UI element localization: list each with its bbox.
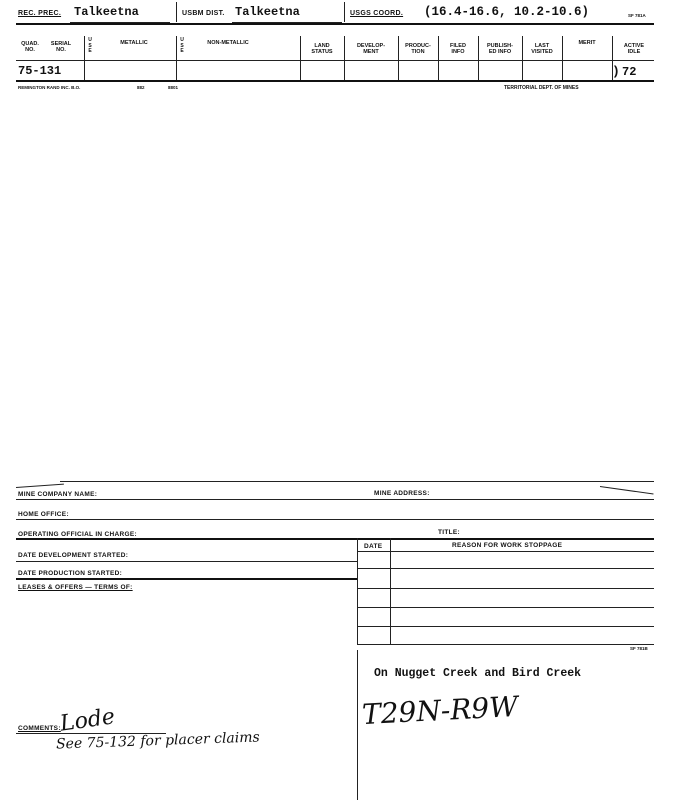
col-active-idle: ACTIVE IDLE bbox=[623, 43, 645, 55]
row-rule bbox=[16, 499, 654, 500]
back-top-rule-left bbox=[16, 484, 64, 488]
home-office-label: HOME OFFICE: bbox=[18, 511, 69, 518]
date-col-label: DATE bbox=[364, 543, 383, 550]
table-row-rule bbox=[357, 607, 654, 608]
col-metallic: METALLIC bbox=[120, 40, 148, 46]
title-label: TITLE: bbox=[438, 529, 461, 536]
usgs-coord-label: USGS COORD. bbox=[350, 10, 404, 17]
col-development: DEVELOP- MENT bbox=[356, 43, 386, 55]
col-divider bbox=[344, 36, 345, 80]
leases-label: LEASES & OFFERS — TERMS OF: bbox=[18, 584, 133, 591]
form-number-back: SF 781B bbox=[630, 646, 648, 651]
handwritten-location: T29N-R9W bbox=[361, 689, 519, 732]
mine-company-name-label: MINE COMPANY NAME: bbox=[18, 491, 98, 498]
col-divider bbox=[84, 36, 85, 80]
back-vertical-rule bbox=[357, 650, 358, 800]
table-left-border bbox=[357, 538, 358, 644]
active-idle-value: 72 bbox=[622, 65, 637, 79]
comments-handwritten: Lode bbox=[58, 704, 117, 737]
record-bottom-rule bbox=[16, 80, 654, 82]
footer-right: TERRITORIAL DEPT. OF MINES bbox=[504, 85, 579, 91]
col-use-1: U S E bbox=[88, 37, 92, 54]
col-serial-no: SERIAL NO. bbox=[50, 41, 72, 53]
see-note-handwritten: See 75-132 for placer claims bbox=[55, 729, 260, 753]
col-filed-info: FILED INFO bbox=[450, 43, 466, 55]
operating-official-label: OPERATING OFFICIAL IN CHARGE: bbox=[18, 531, 137, 538]
table-date-divider bbox=[390, 538, 391, 644]
date-development-label: DATE DEVELOPMENT STARTED: bbox=[18, 552, 129, 559]
footer-code-2: 8801 bbox=[168, 85, 179, 90]
col-merit: MERIT bbox=[578, 40, 596, 46]
mine-address-label: MINE ADDRESS: bbox=[374, 490, 430, 497]
col-published-info: PUBLISH- ED INFO bbox=[487, 43, 513, 55]
header-top-rule bbox=[16, 23, 654, 25]
table-bottom-rule bbox=[357, 644, 654, 645]
rec-prec-label: REC. PREC. bbox=[18, 10, 62, 17]
date-production-label: DATE PRODUCTION STARTED: bbox=[18, 570, 123, 577]
rec-prec-value: Talkeetna bbox=[74, 5, 139, 19]
row-rule bbox=[16, 561, 357, 562]
table-row-rule bbox=[357, 588, 654, 589]
usbm-dist-value: Talkeetna bbox=[235, 5, 300, 19]
col-divider bbox=[438, 36, 439, 80]
row-rule bbox=[16, 538, 654, 540]
back-top-rule bbox=[60, 481, 654, 482]
col-land-status: LAND STATUS bbox=[311, 43, 333, 55]
table-row-rule bbox=[357, 568, 654, 569]
row-rule bbox=[16, 519, 654, 520]
back-top-rule-right bbox=[600, 486, 654, 495]
table-row-rule bbox=[357, 626, 654, 627]
usgs-coord-value: (16.4-16.6, 10.2-10.6) bbox=[424, 5, 590, 19]
row-rule bbox=[16, 578, 357, 580]
table-row-rule bbox=[357, 551, 654, 552]
col-divider bbox=[300, 36, 301, 80]
col-divider bbox=[522, 36, 523, 80]
header-row-rule bbox=[16, 60, 654, 61]
col-divider bbox=[398, 36, 399, 80]
reason-col-label: REASON FOR WORK STOPPAGE bbox=[452, 542, 563, 549]
comments-label: COMMENTS: bbox=[18, 725, 61, 732]
quad-serial-value: 75-131 bbox=[18, 64, 62, 78]
footer-code-1: 882 bbox=[137, 85, 145, 90]
col-production: PRODUC- TION bbox=[405, 43, 431, 55]
typed-note: On Nugget Creek and Bird Creek bbox=[374, 667, 582, 680]
col-divider bbox=[478, 36, 479, 80]
footer-left: REMINGTON RAND INC. B.O. bbox=[18, 85, 81, 90]
usbm-dist-label: USBM DIST. bbox=[182, 10, 225, 17]
active-idle-mark: ) bbox=[612, 64, 620, 79]
form-number-top: SF 781A bbox=[628, 13, 646, 18]
col-last-visited: LAST VISITED bbox=[531, 43, 553, 55]
col-non-metallic: NON-METALLIC bbox=[207, 40, 249, 46]
col-divider bbox=[562, 36, 563, 80]
col-quad-no: QUAD. NO. bbox=[21, 41, 39, 53]
col-divider bbox=[176, 36, 177, 80]
divider-top-1 bbox=[176, 2, 177, 22]
divider-top-2 bbox=[344, 2, 345, 22]
col-use-2: U S E bbox=[180, 37, 184, 54]
